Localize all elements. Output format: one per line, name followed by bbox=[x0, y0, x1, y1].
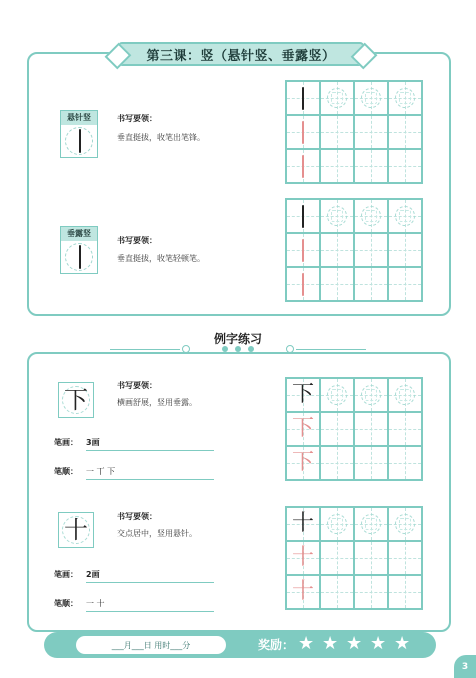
grid-cell[interactable] bbox=[320, 507, 354, 541]
grid-cell[interactable] bbox=[286, 541, 320, 575]
underline bbox=[86, 450, 214, 451]
order-value: 一 丅 下 bbox=[86, 467, 116, 476]
reward-label: 奖励： bbox=[258, 638, 295, 652]
grid-cell[interactable] bbox=[354, 149, 388, 183]
ornament-line bbox=[110, 349, 180, 350]
grid-cell[interactable] bbox=[286, 233, 320, 267]
grid-cell[interactable] bbox=[354, 378, 388, 412]
tip-text: 交点居中，竖用悬针。 bbox=[117, 529, 197, 538]
tip-text: 垂直挺拔，收笔出笔锋。 bbox=[117, 133, 205, 142]
practice-grid-4 bbox=[285, 506, 423, 610]
trace-char: 下 bbox=[291, 450, 314, 475]
vertical-stroke-icon bbox=[302, 273, 304, 296]
grid-cell[interactable] bbox=[354, 507, 388, 541]
grid-cell[interactable] bbox=[388, 115, 422, 149]
vertical-stroke-icon bbox=[79, 245, 81, 269]
grid-cell[interactable] bbox=[388, 199, 422, 233]
grid-cell[interactable] bbox=[320, 81, 354, 115]
grid-cell[interactable] bbox=[320, 149, 354, 183]
date-time-field[interactable]: ___月___日 用时___分 bbox=[76, 636, 226, 654]
grid-cell[interactable] bbox=[388, 412, 422, 446]
tip-text: 横画舒展，竖用垂露。 bbox=[117, 398, 197, 407]
grid-cell[interactable] bbox=[354, 115, 388, 149]
grid-cell[interactable] bbox=[354, 233, 388, 267]
grid-cell[interactable] bbox=[286, 575, 320, 609]
vertical-stroke-icon bbox=[302, 239, 304, 262]
example-char: 下 bbox=[64, 386, 88, 414]
strokes-value: 3画 bbox=[86, 438, 100, 447]
grid-cell[interactable] bbox=[320, 199, 354, 233]
practice-grid-1 bbox=[285, 80, 423, 184]
grid-cell[interactable] bbox=[286, 199, 320, 233]
grid-cell[interactable] bbox=[286, 412, 320, 446]
grid-cell[interactable] bbox=[286, 267, 320, 301]
grid-cell[interactable] bbox=[320, 541, 354, 575]
grid-cell[interactable] bbox=[320, 446, 354, 480]
grid-cell[interactable] bbox=[388, 541, 422, 575]
grid-cell[interactable] bbox=[286, 149, 320, 183]
stroke-card-label: 垂露竖 bbox=[61, 227, 97, 241]
lesson-title: 第三课：竖（悬针竖、垂露竖） bbox=[118, 42, 364, 66]
strokes-value: 2画 bbox=[86, 570, 100, 579]
vertical-stroke-icon bbox=[302, 205, 304, 228]
grid-cell[interactable] bbox=[286, 81, 320, 115]
grid-cell[interactable] bbox=[354, 81, 388, 115]
grid-cell[interactable] bbox=[320, 115, 354, 149]
grid-cell[interactable] bbox=[388, 267, 422, 301]
model-char: 下 bbox=[291, 382, 314, 407]
page-number: 3 bbox=[454, 655, 476, 678]
grid-cell[interactable] bbox=[320, 267, 354, 301]
tip-title: 书写要领： bbox=[117, 512, 157, 521]
trace-char: 十 bbox=[291, 545, 314, 570]
trace-char: 十 bbox=[291, 579, 314, 604]
star-icon[interactable]: ★ bbox=[298, 633, 315, 654]
stroke-card-label: 悬针竖 bbox=[61, 111, 97, 125]
stroke-card-xuanzhenshu bbox=[60, 110, 98, 158]
grid-cell[interactable] bbox=[354, 199, 388, 233]
underline bbox=[86, 582, 214, 583]
tip-title: 书写要领： bbox=[117, 381, 157, 390]
grid-cell[interactable] bbox=[354, 575, 388, 609]
strokes-label: 笔画： bbox=[54, 570, 78, 579]
tip-title: 书写要领： bbox=[117, 236, 157, 245]
order-label: 笔顺： bbox=[54, 599, 78, 608]
underline bbox=[86, 479, 214, 480]
tip-text: 垂直挺拔，收笔轻顿笔。 bbox=[117, 254, 205, 263]
grid-cell[interactable] bbox=[354, 446, 388, 480]
star-icon[interactable]: ★ bbox=[370, 633, 387, 654]
vertical-stroke-icon bbox=[302, 155, 304, 178]
section-title: 例字练习 bbox=[213, 332, 262, 346]
grid-cell[interactable] bbox=[388, 378, 422, 412]
vertical-stroke-icon bbox=[302, 87, 304, 110]
grid-cell[interactable] bbox=[286, 378, 320, 412]
grid-cell[interactable] bbox=[388, 81, 422, 115]
grid-cell[interactable] bbox=[388, 507, 422, 541]
example-char: 十 bbox=[64, 516, 88, 544]
stroke-card-chuilushu bbox=[60, 226, 98, 274]
order-value: 一 十 bbox=[86, 599, 105, 608]
grid-cell[interactable] bbox=[286, 446, 320, 480]
example-char-card bbox=[58, 382, 94, 418]
vertical-stroke-icon bbox=[302, 121, 304, 144]
example-char-card bbox=[58, 512, 94, 548]
star-icon[interactable]: ★ bbox=[394, 633, 411, 654]
practice-grid-3 bbox=[285, 377, 423, 481]
strokes-label: 笔画： bbox=[54, 438, 78, 447]
grid-cell[interactable] bbox=[286, 115, 320, 149]
grid-cell[interactable] bbox=[286, 507, 320, 541]
grid-cell[interactable] bbox=[320, 575, 354, 609]
grid-cell[interactable] bbox=[388, 446, 422, 480]
grid-cell[interactable] bbox=[388, 575, 422, 609]
star-icon[interactable]: ★ bbox=[346, 633, 363, 654]
grid-cell[interactable] bbox=[320, 233, 354, 267]
model-char: 十 bbox=[291, 511, 314, 536]
grid-cell[interactable] bbox=[354, 412, 388, 446]
ornament-line bbox=[296, 349, 366, 350]
grid-cell[interactable] bbox=[320, 378, 354, 412]
vertical-stroke-icon bbox=[79, 129, 81, 153]
grid-cell[interactable] bbox=[388, 233, 422, 267]
grid-cell[interactable] bbox=[388, 149, 422, 183]
grid-cell[interactable] bbox=[354, 267, 388, 301]
practice-grid-2 bbox=[285, 198, 423, 302]
star-icon[interactable]: ★ bbox=[322, 633, 339, 654]
trace-char: 下 bbox=[291, 416, 314, 441]
underline bbox=[86, 611, 214, 612]
grid-cell[interactable] bbox=[354, 541, 388, 575]
grid-cell[interactable] bbox=[320, 412, 354, 446]
order-label: 笔顺： bbox=[54, 467, 78, 476]
tip-title: 书写要领： bbox=[117, 114, 157, 123]
